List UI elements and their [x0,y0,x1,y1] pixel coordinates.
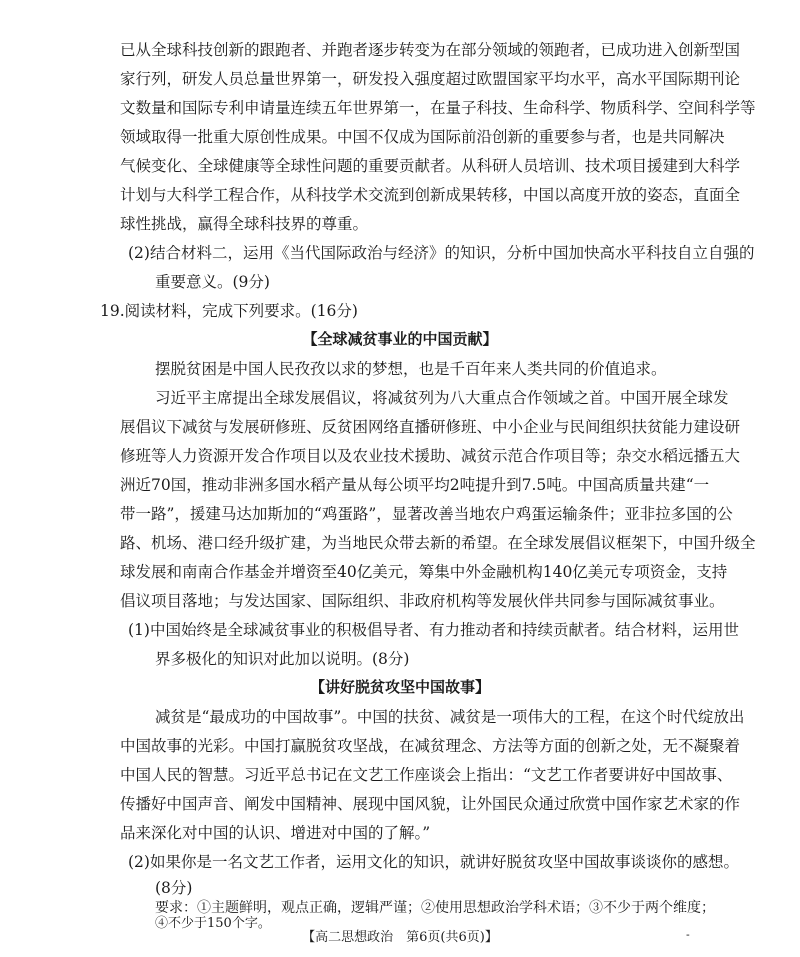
material-line: 路、机场、港口经升级扩建，为当地民众带去新的希望。在全球发展倡议框架下，中国升级全 [120,534,756,552]
material-line: 洲近70国，推动非洲多国水稻产量从每公顷平均2吨提升到7.5吨。中国高质量共建“一 [120,476,710,494]
page-footer: 【高二思想政治 第6页(共6页)】 [302,930,498,945]
requirements-line: 要求：①主题鲜明，观点正确，逻辑严谨；②使用思想政治学科术语；③不少于两个维度； [155,900,715,916]
material-line: 家行列，研发人员总量世界第一，研发投入强度超过欧盟国家平均水平，高水平国际期刊论 [120,70,741,88]
material-line: 球发展和南南合作基金并增资至40亿美元，筹集中外金融机构140亿美元专项资金，支持 [120,563,728,581]
material-line: 已从全球科技创新的跟跑者、并跑者逐步转变为在部分领域的领跑者，已成功进入创新型国 [120,41,741,59]
corner-mark: - [686,928,690,941]
question-19-1: (1)中国始终是全球减贫事业的积极倡导者、有力推动者和持续贡献者。结合材料，运用世 [128,621,739,639]
material-line: 减贫是“最成功的中国故事”。中国的扶贫、减贫是一项伟大的工程，在这个时代绽放出 [155,708,745,726]
material-line: 球性挑战，赢得全球科技界的尊重。 [120,215,369,233]
material-line: 倡议项目落地；与发达国家、国际组织、非政府机构等发展伙伴共同参与国际减贫事业。 [120,592,725,610]
material-line: 中国故事的光彩。中国打赢脱贫攻坚战，在减贫理念、方法等方面的创新之处，无不凝聚着 [120,737,741,755]
material-line: 习近平主席提出全球发展倡议，将减贫列为八大重点合作领域之首。中国开展全球发 [155,389,729,407]
material-line: 计划与大科学工程合作，从科技学术交流到创新成果转移，中国以高度开放的姿态，直面全 [120,186,741,204]
question-18-2-cont: 重要意义。(9分) [155,273,270,291]
material-line: 传播好中国声音、阐发中国精神、展现中国风貌，让外国民众通过欣赏中国作家艺术家的作 [120,795,741,813]
question-19-2-cont: (8分) [155,879,193,897]
question-19-1-cont: 界多极化的知识对此加以说明。(8分) [155,650,410,668]
material-line: 展倡议下减贫与发展研修班、反贫困网络直播研修班、中小企业与民间组织扶贫能力建设研 [120,418,741,436]
material-line: 摆脱贫困是中国人民孜孜以求的梦想，也是千百年来人类共同的价值追求。 [155,360,667,378]
material-line: 文数量和国际专利申请量连续五年世界第一，在量子科技、生命科学、物质科学、空间科学等 [120,99,756,117]
material-line: 品来深化对中国的认识、增进对中国的了解。” [120,824,431,842]
question-19-heading: 19.阅读材料，完成下列要求。(16分) [100,302,358,320]
requirements-line-2: ④不少于150个字。 [155,916,271,931]
material-line: 修班等人力资源开发合作项目以及农业技术援助、减贫示范合作项目等；杂交水稻远播五大 [120,447,741,465]
material-line: 领域取得一批重大原创性成果。中国不仅成为国际前沿创新的重要参与者，也是共同解决 [120,128,725,146]
section-title-poverty-story: 【讲好脱贫攻坚中国故事】 [309,678,490,696]
question-18-2: (2)结合材料二，运用《当代国际政治与经济》的知识，分析中国加快高水平科技自立自强的 [128,244,755,262]
section-title-poverty-reduction: 【全球减贫事业的中国贡献】 [302,330,498,348]
material-line: 中国人民的智慧。习近平总书记在文艺工作座谈会上指出：“文艺工作者要讲好中国故事、 [120,766,733,784]
question-19-2: (2)如果你是一名文艺工作者，运用文化的知识，就讲好脱贫攻坚中国故事谈谈你的感想。 [128,853,739,871]
material-line: 气候变化、全球健康等全球性问题的重要贡献者。从科研人员培训、技术项目援建到大科学 [120,157,741,175]
material-line: 带一路”，援建马达加斯加的“鸡蛋路”，显著改善当地农户鸡蛋运输条件；亚非拉多国的公 [120,505,733,523]
